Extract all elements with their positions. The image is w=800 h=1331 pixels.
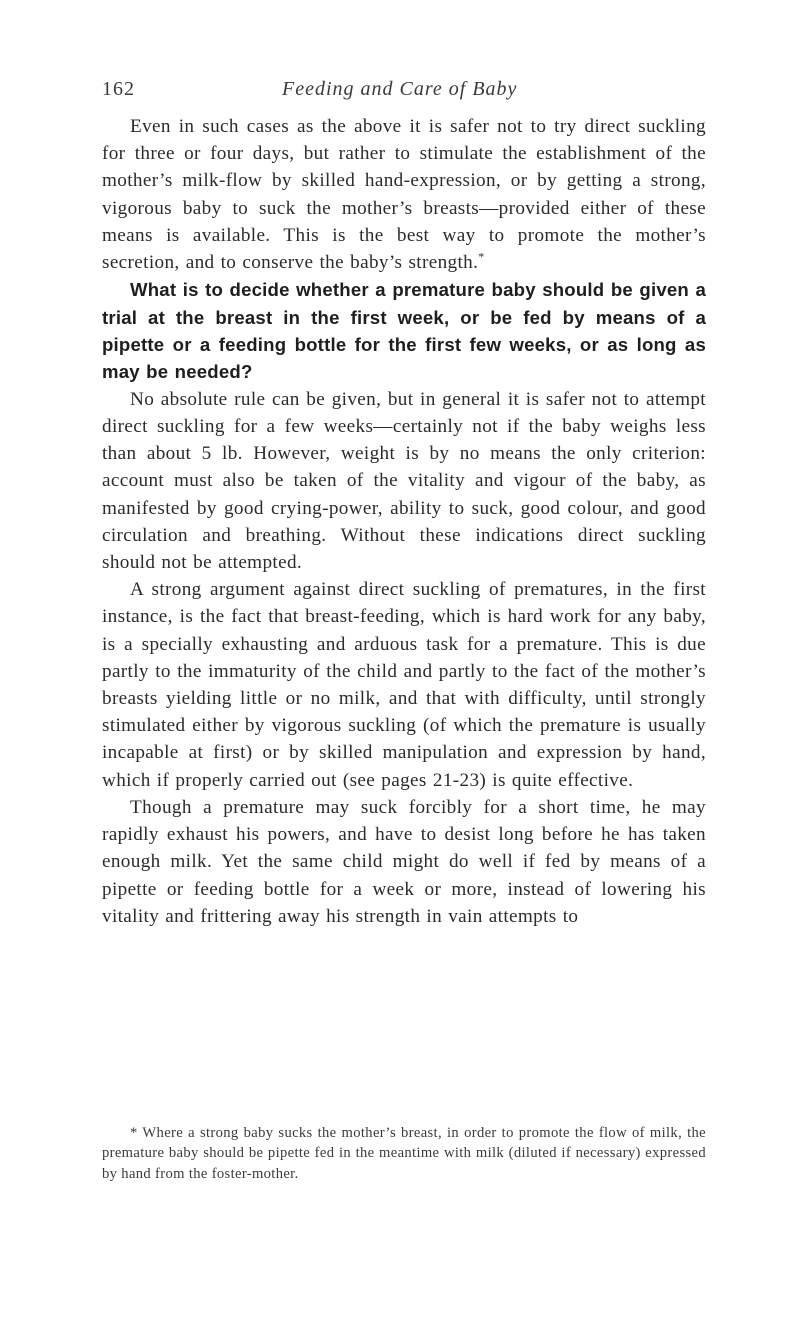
footnote-text: * Where a strong baby sucks the mother’s breast, in order to promote the flow of milk, the premature baby should be pipette fed in the meantime with milk (diluted if necessary) expressed by hand from the foster-mother. [102,1125,706,1182]
paragraph-2: No absolute rule can be given, but in general it is safer not to attempt direct suckling for a few weeks—certainly not if the baby weighs less than about 5 lb. However, weight is by no means the only criterion: account must also be taken of the vitality and vigour of the baby, as manifested by good crying-power, ability to suck, good colour, and good circulation and breathing. Without these indications direct suckling should not be attempted. [102,388,706,574]
paragraph-1-text: Even in such cases as the above it is safer not to try direct suckling for three or four days, but rather to stimulate the establishment of the mother’s milk-flow by skilled hand-expression, or by getting a strong, vigorous baby to suck the mother’s breasts—provided either of these means is available. This is the best way to promote the mother’s secretion, and to conserve the baby’s strength. [102,116,706,274]
page-number: 162 [102,78,135,100]
footnote [102,1123,706,1184]
body-text [102,113,706,930]
footnote-marker: * [478,249,485,264]
question-heading: What is to decide whether a premature baby should be given a trial at the breast in the first week, or be fed by means of a pipette or a feeding bottle for the first few weeks, or as long as may be needed? [102,279,706,383]
paragraph-4: Though a premature may suck forcibly for a short time, he may rapidly exhaust his powers, and have to desist long before he has taken enough milk. Yet the same child might do well if fed by means of a pipette or feeding bottle for a week or more, instead of lowering his vitality and frittering away his strength in vain attempts to [102,796,706,927]
paragraph-3: A strong argument against direct suckling of prematures, in the first instance, is the fact that breast-feeding, which is hard work for any baby, is a specially exhausting and arduous task for a premature. This is due partly to the immaturity of the child and partly to the fact of the mother’s breasts yielding little or no milk, and that with difficulty, until strongly stimulated either by vigorous suckling (of which the premature is usually incapable at first) or by skilled manipulation and expression by hand, which if properly carried out (see pages 21-23) is quite effective. [102,579,706,791]
paragraph-1 [102,113,706,276]
running-head [102,78,702,108]
running-title: Feeding and Care of Baby [282,78,518,100]
